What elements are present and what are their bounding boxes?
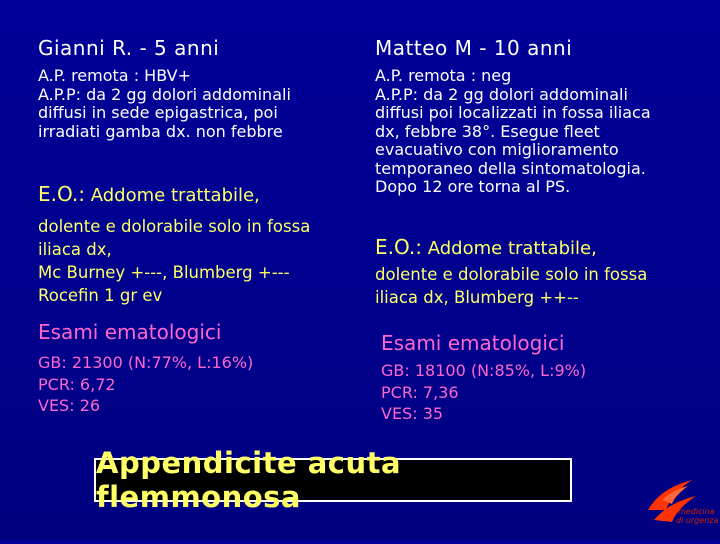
conclusion-text: Appendicite acuta flemmonosa (96, 446, 402, 514)
left-eo-label: E.O.: (38, 182, 86, 206)
stylized-flame-logo-icon (640, 470, 720, 540)
right-recent-history-line: A.P.P: da 2 gg dolori addominali (375, 84, 628, 104)
right-exam-line: iliaca dx, Blumberg ++-- (375, 288, 579, 307)
left-exam-line: Rocefin 1 gr ev (38, 286, 163, 305)
right-remote-history: A.P. remota : neg (375, 66, 512, 85)
left-history (38, 67, 358, 141)
right-lab-line: PCR: 7,36 (381, 382, 459, 402)
left-lab-line: VES: 26 (38, 396, 101, 415)
medicina-urgenza-logo (640, 470, 720, 540)
left-lab-line: GB: 21300 (N:77%, L:16%) (38, 353, 254, 372)
right-patient-title: Matteo M - 10 anni (375, 36, 573, 60)
left-recent-history-line: A.P.P: da 2 gg dolori addominali (38, 84, 291, 104)
right-eo-text: Addome trattabile, (422, 238, 597, 259)
right-recent-history-line: dx, febbre 38°. Esegue fleet (375, 121, 600, 141)
right-recent-history-line: Dopo 12 ore torna al PS. (375, 177, 571, 196)
left-exam-findings (38, 215, 358, 307)
left-exam-line: iliaca dx, (38, 240, 112, 259)
left-eo-text: Addome trattabile, (85, 185, 260, 206)
left-recent-history-line: irradiati gamba dx. non febbre (38, 121, 283, 141)
right-exam-line: dolente e dolorabile solo in fossa (375, 265, 648, 284)
right-eo-label: E.O.: (375, 235, 423, 259)
left-recent-history-line: diffusi in sede epigastrica, poi (38, 103, 278, 122)
left-exam-line: Mc Burney +---, Blumberg +--- (38, 263, 290, 282)
right-exam-findings (375, 263, 715, 309)
right-lab-line: GB: 18100 (N:85%, L:9%) (381, 361, 587, 380)
right-exam-heading (375, 235, 597, 259)
right-recent-history-line: temporaneo della sintomatologia. (375, 158, 646, 178)
left-remote-history: A.P. remota : HBV+ (38, 66, 192, 85)
left-lab-results (38, 352, 253, 417)
left-lab-title: Esami ematologici (38, 320, 222, 344)
right-recent-history-line: evacuativo con miglioramento (375, 140, 619, 159)
left-lab-line: PCR: 6,72 (38, 374, 116, 394)
logo-text-line2: di urgenza (676, 516, 719, 525)
right-lab-title: Esami ematologici (381, 331, 565, 355)
logo-text-line1: medicina (678, 507, 715, 516)
left-patient-title: Gianni R. - 5 anni (38, 36, 220, 60)
left-exam-line: dolente e dolorabile solo in fossa (38, 217, 311, 236)
right-lab-line: VES: 35 (381, 404, 444, 423)
conclusion-box (94, 446, 572, 514)
right-lab-results (381, 360, 586, 425)
left-exam-heading (38, 182, 260, 206)
right-history (375, 67, 715, 197)
right-recent-history-line: diffusi poi localizzati in fossa iliaca (375, 103, 651, 122)
